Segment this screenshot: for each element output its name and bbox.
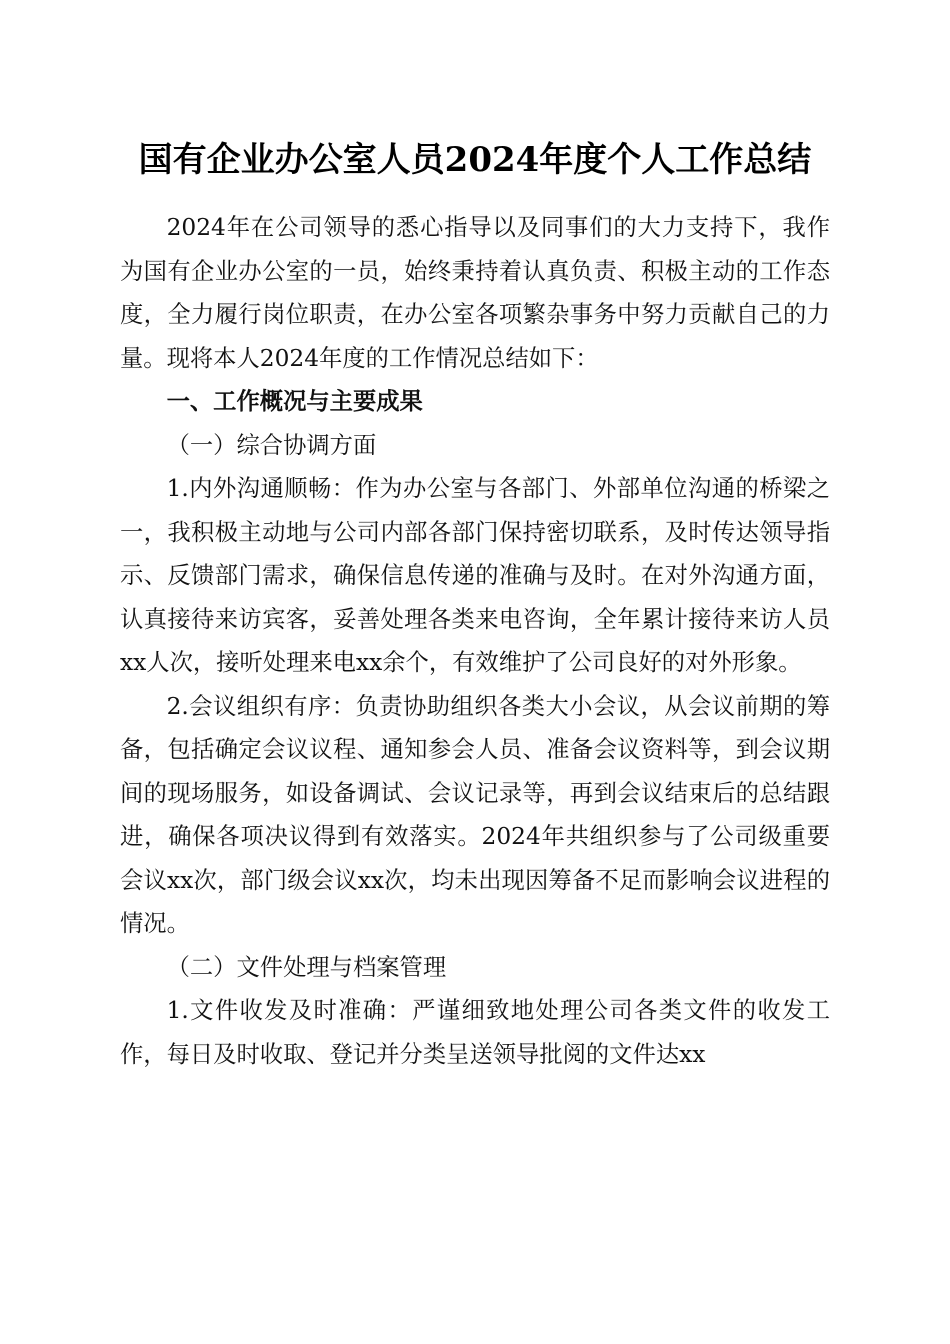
subsection-heading-2: （二）文件处理与档案管理 xyxy=(166,953,447,981)
subsection-heading-1: （一）综合协调方面 xyxy=(166,431,377,459)
document-title: 国有企业办公室人员2024年度个人工作总结 xyxy=(138,140,812,180)
document-body xyxy=(120,206,830,1076)
paragraph-documents: 1.文件收发及时准确：严谨细致地处理公司各类文件的收发工作，每日及时收取、登记并分类呈送领导批阅的文件达xx xyxy=(120,997,830,1068)
intro-paragraph: 2024年在公司领导的悉心指导以及同事们的大力支持下，我作为国有企业办公室的一员，始终秉持着认真负责、积极主动的工作态度，全力履行岗位职责，在办公室各项繁杂事务中努力贡献自己的力量。现将本人2024年度的工作情况总结如下： xyxy=(120,214,830,372)
section-heading-1: 一、工作概况与主要成果 xyxy=(166,388,423,415)
paragraph-communication: 1.内外沟通顺畅：作为办公室与各部门、外部单位沟通的桥梁之一，我积极主动地与公司内部各部门保持密切联系，及时传达领导指示、反馈部门需求，确保信息传递的准确与及时。在对外沟通方面，认真接待来访宾客，妥善处理各类来电咨询，全年累计接待来访人员xx人次，接听处理来电xx余个，有效维护了公司良好的对外形象。 xyxy=(120,475,830,676)
paragraph-meetings: 2.会议组织有序：负责协助组织各类大小会议，从会议前期的筹备，包括确定会议议程、通知参会人员、准备会议资料等，到会议期间的现场服务，如设备调试、会议记录等，再到会议结束后的总结跟进，确保各项决议得到有效落实。2024年共组织参与了公司级重要会议xx次，部门级会议xx次，均未出现因筹备不足而影响会议进程的情况。 xyxy=(120,692,830,937)
